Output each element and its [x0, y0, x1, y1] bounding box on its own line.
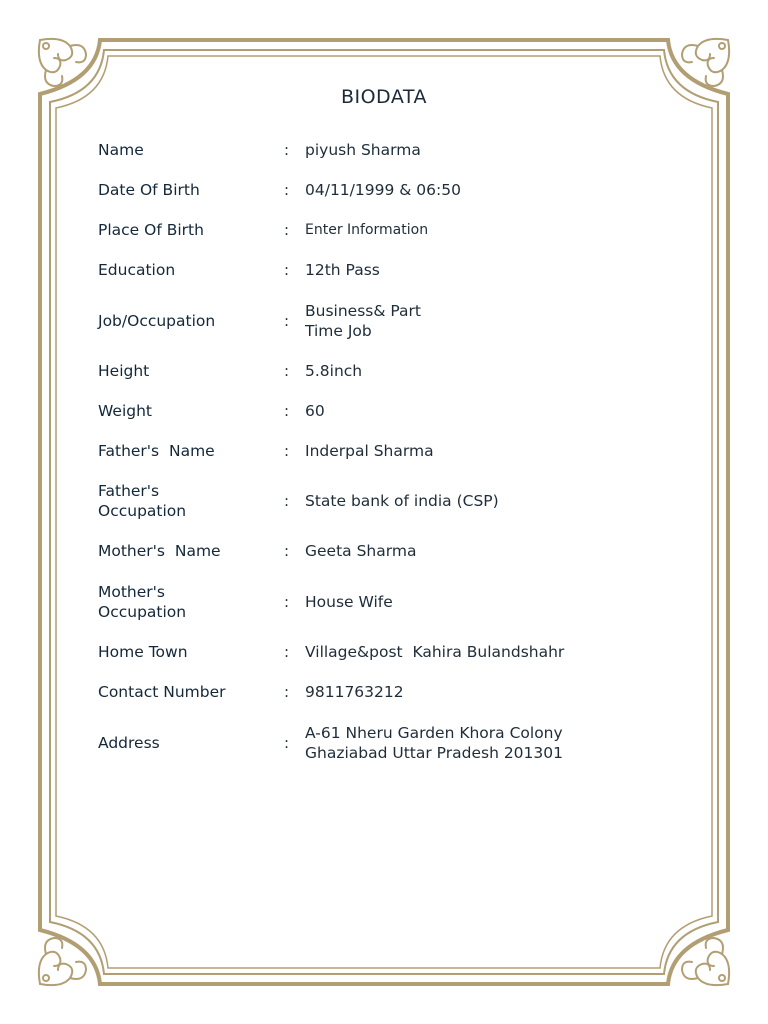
field-separator: :: [284, 261, 290, 279]
field-value: Inderpal Sharma: [305, 442, 434, 460]
field-separator: :: [284, 592, 290, 611]
field-separator: :: [284, 492, 290, 510]
page-title: BIODATA: [340, 86, 428, 108]
field-separator: :: [284, 643, 290, 661]
field-label: Home Town: [98, 643, 188, 661]
field-row-fathers-occupation: [98, 471, 658, 531]
field-separator: :: [284, 362, 290, 380]
field-row-home-town: [98, 632, 658, 672]
field-value: 60: [305, 402, 325, 420]
field-value: 12th Pass: [305, 261, 380, 279]
field-label: Name: [98, 141, 144, 159]
field-row-weight: [98, 391, 658, 431]
field-separator: :: [284, 733, 290, 752]
field-separator: :: [284, 181, 290, 199]
field-value: State bank of india (CSP): [305, 492, 499, 510]
field-label: Father's Occupation: [98, 482, 187, 520]
field-label: Weight: [98, 402, 153, 420]
field-value: 04/11/1999 & 06:50: [305, 181, 461, 199]
field-row-height: [98, 351, 658, 391]
field-label: Date Of Birth: [98, 181, 200, 199]
field-label: Mother's Name: [98, 542, 221, 560]
field-separator: :: [284, 141, 290, 159]
field-value: House Wife: [305, 592, 393, 611]
field-label: Father's Name: [98, 442, 215, 460]
field-label: Height: [98, 362, 150, 380]
field-value: Geeta Sharma: [305, 542, 417, 560]
field-label: Address: [98, 733, 160, 752]
field-separator: :: [284, 311, 290, 330]
field-row-date-of-birth: [98, 170, 658, 210]
field-row-place-of-birth: [98, 210, 658, 250]
field-label: Education: [98, 261, 176, 279]
field-value: A-61 Nheru Garden Khora Colony Ghaziabad Uttar Pradesh 201301: [305, 723, 563, 762]
field-value: Village&post Kahira Bulandshahr: [305, 643, 565, 661]
field-row-mothers-name: [98, 531, 658, 571]
field-row-education: [98, 250, 658, 290]
field-value: Business& Part Time Job: [305, 301, 421, 340]
field-row-mothers-occupation: [98, 571, 658, 632]
field-separator: :: [284, 683, 290, 701]
field-label: Contact Number: [98, 683, 226, 701]
field-separator: :: [284, 221, 290, 239]
field-row-contact-number: [98, 672, 658, 712]
field-separator: :: [284, 542, 290, 560]
field-value: piyush Sharma: [305, 141, 421, 159]
field-row-fathers-name: [98, 431, 658, 471]
field-value: 9811763212: [305, 683, 404, 701]
field-row-job-occupation: [98, 290, 658, 351]
field-separator: :: [284, 402, 290, 420]
field-value: 5.8inch: [305, 362, 363, 380]
field-row-address: [98, 712, 658, 773]
field-label: Job/Occupation: [98, 311, 216, 330]
field-label: Place Of Birth: [98, 221, 204, 239]
field-row-name: [98, 130, 658, 170]
field-separator: :: [284, 442, 290, 460]
field-label: Mother's Occupation: [98, 582, 187, 621]
field-value: Enter Information: [305, 222, 429, 238]
biodata-fields: [98, 130, 658, 773]
